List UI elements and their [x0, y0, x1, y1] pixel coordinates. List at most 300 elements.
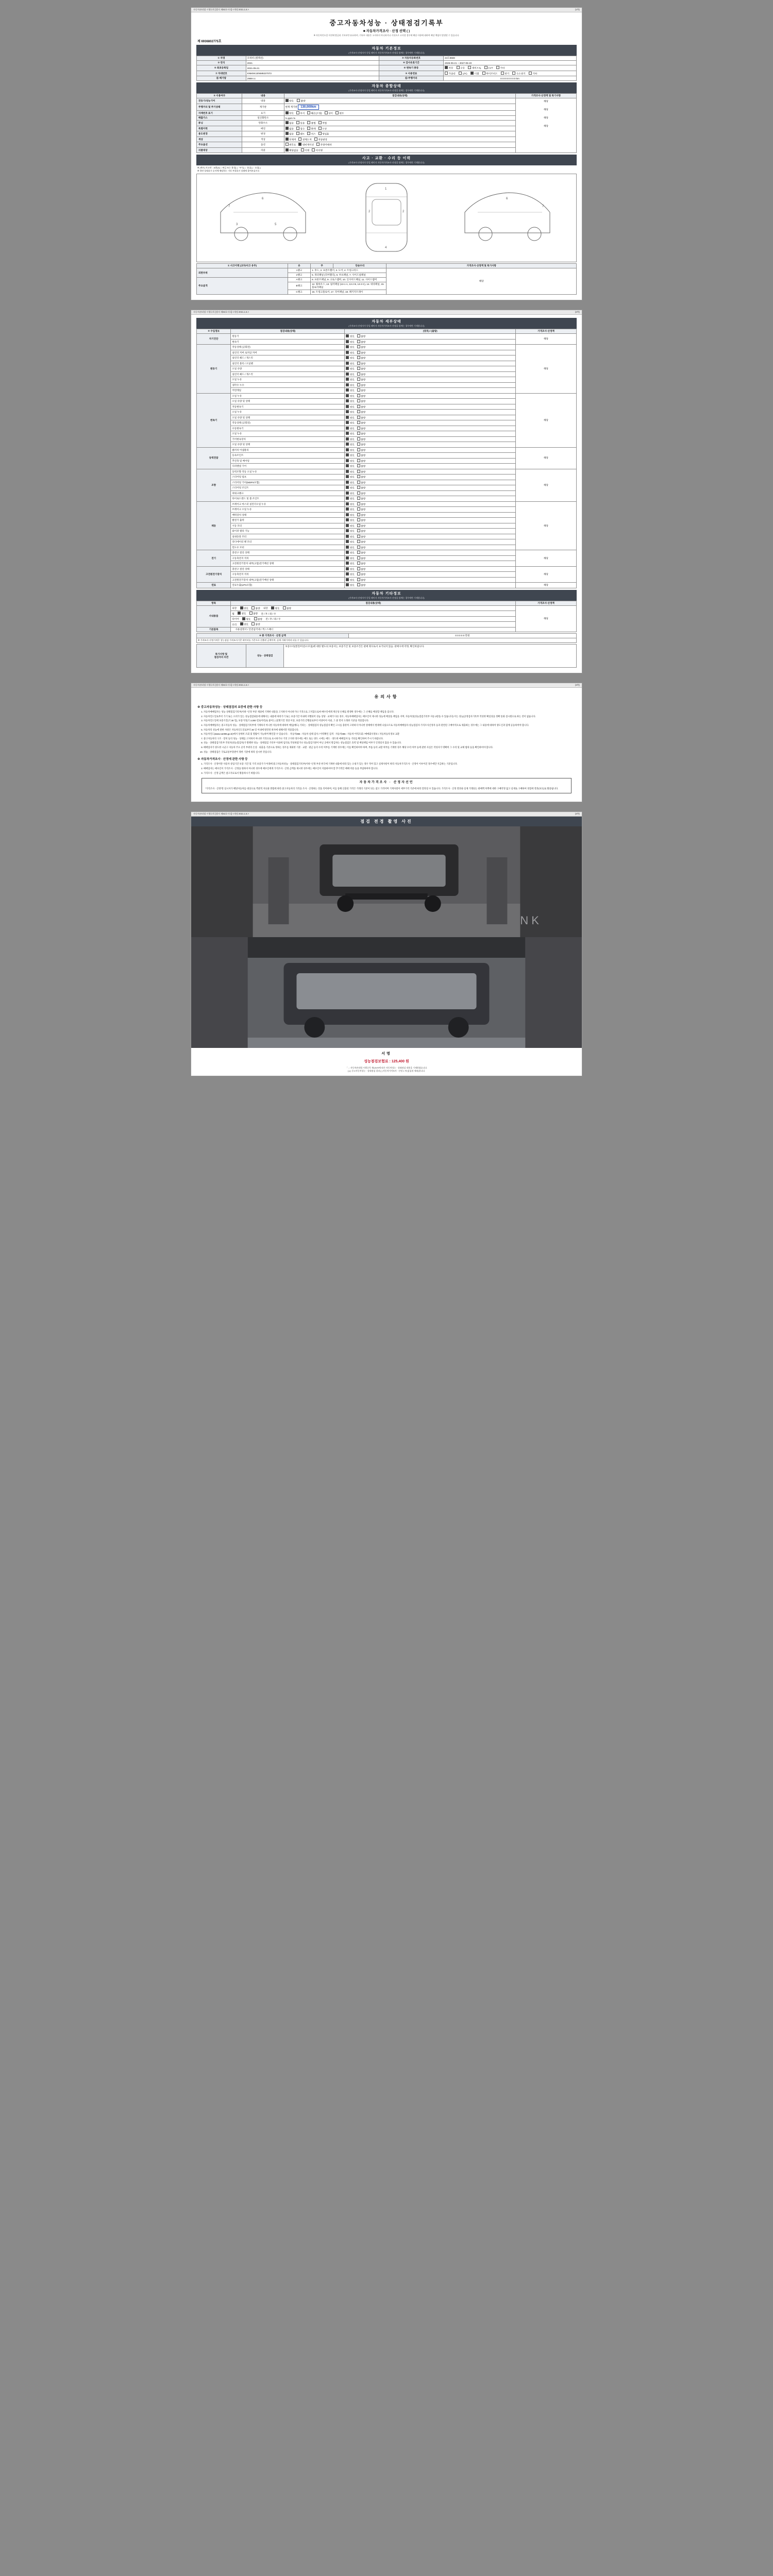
option-bad[interactable]: 불량 [254, 617, 262, 621]
option-bad[interactable]: 불량 [357, 524, 365, 528]
checkbox-icon[interactable] [357, 502, 360, 505]
option-good[interactable]: 양호 [346, 470, 354, 474]
checkbox-icon[interactable] [285, 127, 289, 130]
checkbox-icon[interactable] [346, 362, 349, 365]
option-history-flood[interactable]: 침수 [296, 127, 305, 131]
checkbox-icon[interactable] [357, 578, 360, 581]
option-bad[interactable]: 불량 [297, 99, 305, 103]
option-good[interactable]: 양호 [346, 513, 354, 517]
checkbox-icon[interactable] [346, 437, 349, 440]
checkbox-icon[interactable] [468, 66, 471, 69]
option-history-none[interactable]: 없음 [285, 127, 294, 131]
option-bad[interactable]: 불량 [357, 416, 365, 420]
option-vin-diff[interactable]: 상이 [325, 111, 333, 115]
checkbox-icon[interactable] [357, 540, 360, 543]
option-color-change[interactable]: 색상변경 [314, 138, 327, 142]
option-recall-done[interactable]: 이행 [301, 148, 309, 152]
total-price-table [196, 633, 577, 643]
option-good[interactable]: 양호 [346, 383, 354, 387]
checkbox-icon[interactable] [346, 507, 349, 511]
checkbox-icon[interactable] [357, 497, 360, 500]
option-good[interactable]: 양호 [346, 448, 354, 452]
option-bad[interactable]: 불량 [357, 470, 365, 474]
option-bad[interactable]: 불량 [357, 388, 365, 393]
checkbox-icon[interactable] [346, 448, 349, 451]
option-use-biz[interactable]: 영업용 [318, 132, 329, 136]
option-good[interactable]: 양호 [346, 524, 354, 528]
checkbox-icon[interactable] [357, 470, 360, 473]
checkbox-icon[interactable] [285, 132, 289, 135]
option-vin-mod[interactable]: 변조 [335, 111, 344, 115]
col-head-state: 점검내용(상태) [284, 94, 516, 98]
checkbox-icon[interactable] [285, 138, 289, 141]
option-good[interactable]: 양호 [346, 388, 354, 393]
checkbox-icon[interactable] [357, 492, 360, 495]
checkbox-icon[interactable] [470, 72, 474, 75]
checkbox-icon[interactable] [357, 443, 360, 446]
option-etc[interactable]: 기타 [496, 66, 505, 70]
option-good[interactable]: 양호 [346, 464, 354, 468]
checkbox-icon[interactable] [357, 421, 360, 424]
checkbox-icon[interactable] [357, 351, 360, 354]
option-use-rent[interactable]: 렌트 [296, 132, 305, 136]
option-bad[interactable]: 불량 [357, 475, 365, 479]
checkbox-icon[interactable] [346, 427, 349, 430]
checkbox-icon[interactable] [307, 121, 310, 124]
option-semiauto[interactable]: 세미오토 [468, 66, 481, 70]
checkbox-icon[interactable] [357, 345, 360, 348]
checkbox-icon[interactable] [346, 372, 349, 376]
checkbox-icon[interactable] [459, 72, 462, 75]
checkbox-icon[interactable] [346, 475, 349, 478]
option-bad[interactable]: 불량 [357, 378, 365, 382]
option-bad[interactable]: 불량 [357, 492, 365, 496]
checkbox-icon[interactable] [312, 148, 315, 151]
option-bad[interactable]: 불량 [357, 399, 365, 403]
option-good[interactable]: 양호 [346, 372, 354, 377]
option-bad[interactable]: 불량 [357, 583, 365, 587]
checkbox-icon[interactable] [298, 138, 301, 141]
checkbox-icon[interactable] [296, 121, 299, 124]
option-bad[interactable]: 불량 [357, 362, 365, 366]
checkbox-icon[interactable] [285, 99, 289, 102]
checkbox-icon[interactable] [346, 378, 349, 381]
checkbox-icon[interactable] [357, 356, 360, 359]
option-lpg[interactable]: LPG [459, 72, 467, 75]
checkbox-icon[interactable] [240, 622, 243, 625]
option-good[interactable]: 양호 [346, 529, 354, 533]
checkbox-icon[interactable] [346, 492, 349, 495]
option-good[interactable]: 양호 [346, 378, 354, 382]
option-bad[interactable]: 불량 [357, 507, 365, 512]
checkbox-icon[interactable] [316, 143, 320, 146]
option-use-lease[interactable]: 리스 [307, 132, 315, 136]
option-history-theft[interactable]: 도난 [318, 127, 327, 131]
option-bad[interactable]: 불량 [357, 540, 365, 544]
option-bad[interactable]: 불량 [357, 443, 365, 447]
checkbox-icon[interactable] [357, 427, 360, 430]
checkbox-icon[interactable] [346, 567, 349, 570]
option-tuning-yes[interactable]: 있음 [296, 121, 305, 125]
checkbox-icon[interactable] [346, 367, 349, 370]
option-good[interactable]: 양호 [346, 432, 354, 436]
row-label: ④ 검사유효기간 [379, 61, 443, 65]
checkbox-icon[interactable] [357, 367, 360, 370]
option-good[interactable]: 양호 [346, 351, 354, 355]
option-bad[interactable]: 불량 [357, 453, 365, 457]
option-good[interactable]: 양호 [346, 567, 354, 571]
checkbox-icon[interactable] [357, 567, 360, 570]
option-diesel[interactable]: 디젤 [470, 72, 479, 76]
checkbox-icon[interactable] [484, 66, 488, 69]
option-good[interactable]: 양호 [285, 99, 294, 103]
option-manual[interactable]: 수동 [457, 66, 465, 70]
checkbox-icon[interactable] [357, 383, 360, 386]
option-good[interactable]: 양호 [346, 443, 354, 447]
checkbox-icon[interactable] [357, 399, 360, 402]
option-history-fire[interactable]: 화재 [307, 127, 315, 131]
option-recall-undone[interactable]: 미이행 [312, 148, 323, 152]
checkbox-icon[interactable] [301, 148, 304, 151]
option-good[interactable]: 양호 [346, 578, 354, 582]
checkbox-icon[interactable] [346, 459, 349, 462]
checkbox-icon[interactable] [346, 421, 349, 424]
checkbox-icon[interactable] [346, 518, 349, 521]
checkbox-icon[interactable] [346, 578, 349, 581]
option-bad[interactable]: 불량 [357, 529, 365, 533]
option-bad[interactable]: 불량 [357, 556, 365, 561]
option-bad[interactable]: 불량 [357, 334, 365, 338]
checkbox-icon[interactable] [346, 399, 349, 402]
option-bad[interactable]: 불량 [251, 622, 260, 626]
option-bad[interactable]: 불량 [357, 351, 365, 355]
option-bad[interactable]: 불량 [357, 481, 365, 485]
checkbox-icon[interactable] [318, 121, 322, 124]
checkbox-icon[interactable] [482, 72, 485, 75]
option-bad[interactable]: 불량 [357, 551, 365, 555]
checkbox-icon[interactable] [357, 378, 360, 381]
option-tuning-illegal[interactable]: 불법 [307, 121, 315, 125]
detail-state-table [196, 329, 577, 588]
checkbox-icon[interactable] [296, 111, 299, 114]
checkbox-icon[interactable] [357, 437, 360, 440]
option-good[interactable]: 양호 [346, 421, 354, 425]
option-good[interactable]: 양호 [346, 475, 354, 479]
option-use-none[interactable]: 없음 [285, 132, 294, 136]
checkbox-icon[interactable] [346, 394, 349, 397]
checkbox-icon[interactable] [346, 535, 349, 538]
option-good[interactable]: 양호 [242, 617, 250, 621]
option-color-mono[interactable]: 무채색 [285, 138, 296, 142]
option-good[interactable]: 양호 [346, 583, 354, 587]
checkbox-icon[interactable] [357, 486, 360, 489]
option-good[interactable]: 양호 [346, 437, 354, 442]
checkbox-icon[interactable] [298, 143, 301, 146]
option-bad[interactable]: 불량 [357, 421, 365, 425]
option-good[interactable]: 양호 [346, 356, 354, 360]
option-good[interactable]: 양호 [346, 502, 354, 506]
checkbox-icon[interactable] [357, 405, 360, 408]
option-good[interactable]: 양호 [346, 481, 354, 485]
detail-price-note: 해당 [516, 501, 577, 550]
option-good[interactable]: 양호 [346, 572, 354, 577]
option-vin-corrosion[interactable]: 부식 [296, 111, 305, 115]
checkbox-icon[interactable] [346, 464, 349, 467]
checkbox-icon[interactable] [346, 551, 349, 554]
checkbox-icon[interactable] [346, 583, 349, 586]
checkbox-icon[interactable] [307, 132, 310, 135]
option-ev[interactable]: 전기 [501, 72, 509, 76]
checkbox-icon[interactable] [346, 524, 349, 527]
checkbox-icon[interactable] [240, 606, 243, 609]
checkbox-icon[interactable] [496, 66, 499, 69]
option-bad[interactable]: 불량 [357, 486, 365, 490]
col-head-price: 가격조사·산정액 및 특기사항 [386, 264, 577, 268]
option-bad[interactable]: 불량 [357, 497, 365, 501]
option-good[interactable]: 양호 [346, 486, 354, 490]
checkbox-icon[interactable] [285, 121, 289, 124]
option-bad[interactable]: 불량 [357, 394, 365, 398]
option-good[interactable]: 양호 [346, 518, 354, 522]
checkbox-icon[interactable] [297, 99, 300, 102]
checkbox-icon[interactable] [238, 612, 241, 615]
checkbox-icon[interactable] [346, 556, 349, 560]
checkbox-icon[interactable] [357, 432, 360, 435]
option-good[interactable]: 양호 [238, 612, 246, 616]
checkbox-icon[interactable] [357, 518, 360, 521]
checkbox-icon[interactable] [445, 72, 448, 75]
checkbox-icon[interactable] [357, 459, 360, 462]
option-good[interactable]: 양호 [346, 334, 354, 338]
checkbox-icon[interactable] [318, 132, 322, 135]
option-good[interactable]: 양호 [346, 540, 354, 544]
checkbox-icon[interactable] [254, 617, 257, 620]
checkbox-icon[interactable] [325, 111, 328, 114]
checkbox-icon[interactable] [357, 388, 360, 392]
option-bad[interactable]: 불량 [357, 567, 365, 571]
option-good[interactable]: 양호 [346, 410, 354, 414]
option-tuning-legal[interactable]: 적법 [318, 121, 327, 125]
option-hybrid[interactable]: 하이브리드 [482, 72, 498, 76]
option-bad[interactable]: 불량 [357, 437, 365, 442]
checkbox-icon[interactable] [357, 340, 360, 343]
checkbox-icon[interactable] [357, 513, 360, 516]
option-hydrogen[interactable]: 수소전기 [512, 72, 525, 76]
checkbox-icon[interactable] [346, 497, 349, 500]
option-camera[interactable]: 후방카메라 [316, 143, 332, 147]
checkbox-icon[interactable] [346, 546, 349, 549]
checkbox-icon[interactable] [346, 345, 349, 348]
checkbox-icon[interactable] [357, 362, 360, 365]
checkbox-icon[interactable] [346, 340, 349, 343]
checkbox-icon[interactable] [346, 351, 349, 354]
checkbox-icon[interactable] [318, 127, 322, 130]
option-bad[interactable]: 불량 [357, 383, 365, 387]
option-good[interactable]: 양호 [346, 453, 354, 457]
checkbox-icon[interactable] [346, 356, 349, 359]
option-good[interactable]: 양호 [346, 394, 354, 398]
checkbox-icon[interactable] [346, 453, 349, 456]
option-good[interactable]: 양호 [240, 606, 248, 611]
checkbox-icon[interactable] [512, 72, 515, 75]
checkbox-icon[interactable] [296, 132, 299, 135]
checkbox-icon[interactable] [314, 138, 317, 141]
checkbox-icon[interactable] [251, 622, 255, 625]
checkbox-icon[interactable] [271, 606, 274, 609]
option-good[interactable]: 양호 [346, 556, 354, 561]
checkbox-icon[interactable] [357, 572, 360, 575]
option-bad[interactable]: 불량 [357, 459, 365, 463]
checkbox-icon[interactable] [357, 416, 360, 419]
checkbox-icon[interactable] [346, 572, 349, 575]
option-tuning-none[interactable]: 없음 [285, 121, 294, 125]
accident-legend-line1: ※ (예시) 사고란 : 교환(X) ○ 판금 또는 용접( ) · 부식( ) · 흠집( ) · 요철( ) [197, 166, 261, 170]
checkbox-icon[interactable] [346, 416, 349, 419]
checkbox-icon[interactable] [285, 111, 289, 114]
checkbox-icon[interactable] [242, 617, 245, 620]
checkbox-icon[interactable] [346, 410, 349, 413]
table-row [197, 71, 577, 76]
checkbox-icon[interactable] [335, 111, 339, 114]
option-bad-2[interactable]: 불량 [283, 606, 291, 611]
checkbox-icon[interactable] [357, 562, 360, 565]
option-bad[interactable]: 불량 [357, 345, 365, 349]
checkbox-icon[interactable] [346, 513, 349, 516]
checkbox-icon[interactable] [357, 556, 360, 560]
detail-item-label: 오일 유량 및 상태 [231, 415, 345, 420]
option-good-2[interactable]: 양호 [271, 606, 279, 611]
checkbox-icon[interactable] [357, 453, 360, 456]
option-good[interactable]: 양호 [346, 459, 354, 463]
checkbox-icon[interactable] [346, 388, 349, 392]
option-bad[interactable]: 불량 [357, 518, 365, 522]
option-good[interactable]: 양호 [346, 340, 354, 344]
checkbox-icon[interactable] [283, 606, 286, 609]
option-good[interactable]: 양호 [346, 367, 354, 371]
checkbox-icon[interactable] [357, 524, 360, 527]
option-bad[interactable]: 불량 [357, 502, 365, 506]
option-auto[interactable]: 자동 [445, 66, 453, 70]
checkbox-icon[interactable] [346, 443, 349, 446]
option-good[interactable]: 양호 [346, 497, 354, 501]
checkbox-icon[interactable] [357, 535, 360, 538]
option-bad[interactable]: 불량 [357, 448, 365, 452]
checkbox-icon[interactable] [501, 72, 504, 75]
option-bad[interactable]: 불량 [357, 535, 365, 539]
option-bad[interactable]: 불량 [357, 340, 365, 344]
option-good[interactable]: 양호 [346, 562, 354, 566]
checkbox-icon[interactable] [251, 606, 255, 609]
checkbox-icon[interactable] [357, 529, 360, 532]
checkbox-icon[interactable] [346, 481, 349, 484]
checkbox-icon[interactable] [357, 464, 360, 467]
option-bad[interactable]: 불량 [251, 606, 260, 611]
option-bad[interactable]: 불량 [249, 612, 258, 616]
checkbox-icon[interactable] [346, 529, 349, 532]
checkbox-icon[interactable] [285, 143, 289, 146]
checkbox-icon[interactable] [285, 148, 289, 151]
option-bad[interactable]: 불량 [357, 513, 365, 517]
checkbox-icon[interactable] [357, 507, 360, 511]
option-color-full[interactable]: 전체도색 [298, 138, 311, 142]
checkbox-icon[interactable] [357, 448, 360, 451]
checkbox-icon[interactable] [357, 394, 360, 397]
option-good[interactable]: 양호 [346, 427, 354, 431]
checkbox-icon[interactable] [346, 502, 349, 505]
option-bad[interactable]: 불량 [357, 562, 365, 566]
option-sunroof[interactable]: 썬루프 [285, 143, 296, 147]
option-good[interactable]: 양호 [346, 535, 354, 539]
option-bad[interactable]: 불량 [357, 405, 365, 409]
option-good[interactable]: 양호 [346, 416, 354, 420]
checkbox-icon[interactable] [357, 410, 360, 413]
checkbox-icon[interactable] [346, 486, 349, 489]
option-bad[interactable]: 불량 [357, 427, 365, 431]
checkbox-icon[interactable] [357, 546, 360, 549]
option-other-fuel[interactable]: 기타 [529, 72, 537, 76]
checkbox-icon[interactable] [346, 540, 349, 543]
checkbox-icon[interactable] [357, 334, 360, 337]
option-navi[interactable]: 내비게이션 [298, 143, 314, 147]
option-bad[interactable]: 불량 [357, 432, 365, 436]
checkbox-icon[interactable] [249, 612, 253, 615]
option-bad[interactable]: 불량 [357, 464, 365, 468]
option-vin-damage[interactable]: 훼손(오염) [307, 111, 322, 115]
checkbox-icon[interactable] [457, 66, 460, 69]
row-label: 전동기/성능기어 [197, 98, 242, 104]
option-good[interactable]: 양호 [346, 345, 354, 349]
option-good[interactable]: 양호 [346, 551, 354, 555]
option-good[interactable]: 양호 [240, 622, 248, 626]
checkbox-icon[interactable] [357, 551, 360, 554]
checkbox-icon[interactable] [296, 127, 299, 130]
checkbox-icon[interactable] [529, 72, 532, 75]
option-bad[interactable]: 불량 [357, 356, 365, 360]
option-bad[interactable]: 불량 [357, 546, 365, 550]
detail-state-options [345, 480, 516, 485]
option-good[interactable]: 양호 [346, 507, 354, 512]
option-good[interactable]: 양호 [346, 362, 354, 366]
checkbox-icon[interactable] [346, 470, 349, 473]
option-vin-ok[interactable]: 양호 [285, 111, 294, 115]
checkbox-icon[interactable] [346, 383, 349, 386]
checkbox-icon[interactable] [346, 405, 349, 408]
option-good[interactable]: 양호 [346, 399, 354, 403]
option-bad[interactable]: 불량 [357, 578, 365, 582]
option-bad[interactable]: 불량 [357, 367, 365, 371]
option-good[interactable]: 양호 [346, 405, 354, 409]
option-good[interactable]: 양호 [346, 546, 354, 550]
checkbox-icon[interactable] [357, 475, 360, 478]
checkbox-icon[interactable] [445, 66, 448, 69]
option-bad[interactable]: 불량 [357, 372, 365, 377]
checkbox-icon[interactable] [357, 481, 360, 484]
checkbox-icon[interactable] [307, 127, 310, 130]
checkbox-icon[interactable] [357, 372, 360, 376]
option-cvt[interactable]: CVT [484, 66, 493, 70]
option-recall-na[interactable]: 해당없음 [285, 148, 298, 152]
checkbox-icon[interactable] [346, 334, 349, 337]
checkbox-icon[interactable] [346, 562, 349, 565]
option-good[interactable]: 양호 [346, 492, 354, 496]
option-bad[interactable]: 불량 [357, 410, 365, 414]
option-bad[interactable]: 불량 [357, 572, 365, 577]
checkbox-icon[interactable] [346, 432, 349, 435]
checkbox-icon[interactable] [357, 583, 360, 586]
table-row [197, 633, 577, 638]
checkbox-icon[interactable] [307, 111, 310, 114]
option-gasoline[interactable]: 가솔린 [445, 72, 456, 76]
